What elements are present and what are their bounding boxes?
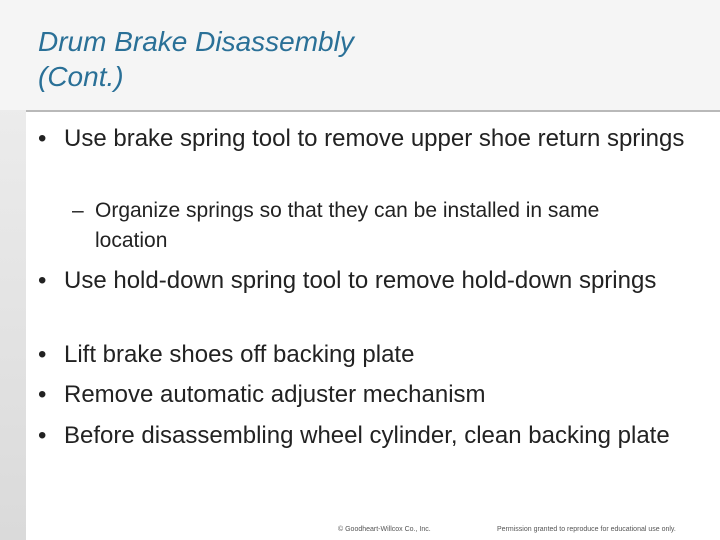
bullet-text: Remove automatic adjuster mechanism: [64, 381, 486, 408]
footer-copyright: © Goodheart-Willcox Co., Inc.: [338, 526, 431, 533]
sub-bullet-item: [72, 196, 662, 256]
bullet-text: Use hold-down spring tool to remove hold-down springs: [64, 267, 657, 294]
slide-title-line-2: (Cont.): [38, 61, 124, 92]
bullet-text: Lift brake shoes off backing plate: [64, 341, 415, 368]
bullet-item: [38, 339, 688, 371]
bullet-item: [38, 265, 688, 297]
bullet-marker: •: [38, 125, 47, 152]
slide-title-line-1: Drum Brake Disassembly: [38, 26, 354, 57]
bullet-text: Before disassembling wheel cylinder, clean backing plate: [64, 422, 670, 449]
bullet-marker: •: [38, 267, 47, 294]
bullet-item: [38, 123, 688, 155]
sub-bullet-marker: –: [72, 199, 84, 222]
bullet-marker: •: [38, 381, 47, 408]
bullet-marker: •: [38, 341, 47, 368]
bullet-text: Use brake spring tool to remove upper shoe return springs: [64, 125, 685, 152]
sub-bullet-text: Organize springs so that they can be installed in same location: [95, 199, 600, 252]
bullet-marker: •: [38, 422, 47, 449]
bullet-item: [38, 379, 688, 411]
footer-permission: Permission granted to reproduce for educational use only.: [497, 526, 676, 533]
bullet-item: [38, 420, 688, 452]
